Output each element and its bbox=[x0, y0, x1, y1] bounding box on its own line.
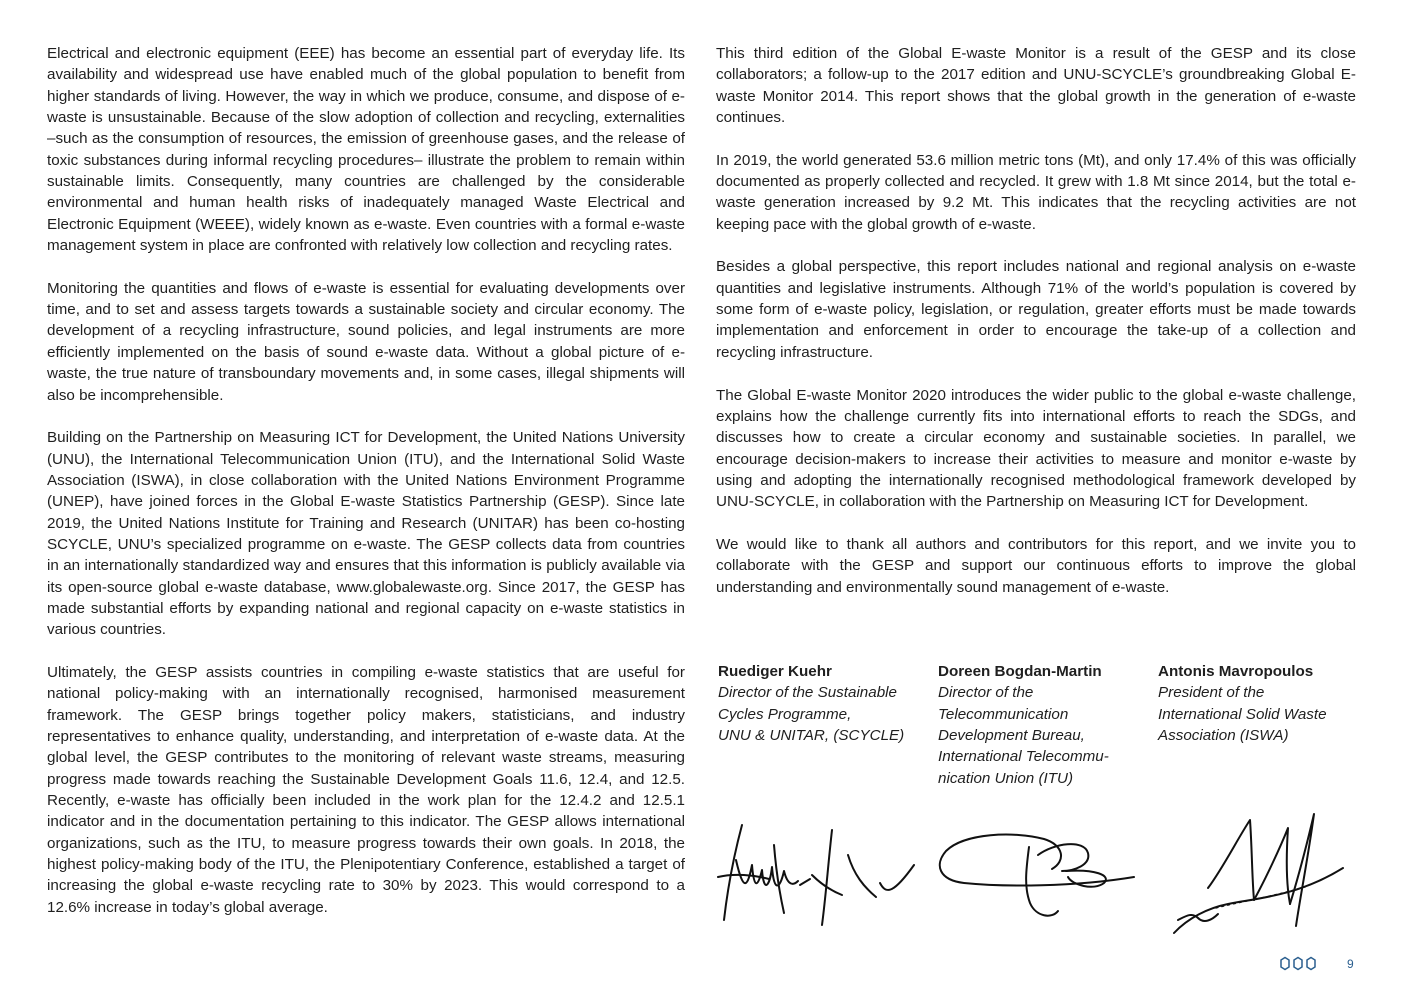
right-text-column bbox=[716, 43, 1356, 619]
paragraph: In 2019, the world generated 53.6 million metric tons (Mt), and only 17.4% of this was officially documented as properly collected and recycled. It grew with 1.8 Mt since 2014, but the total e-waste generation increased by 9.2 Mt. This indicates that the recycling activities are not keeping pace with the global growth of e-waste. bbox=[716, 151, 1356, 233]
signatory-role: Director of the Sustainable Cycles Programme, UNU & UNITAR, (SCYCLE) bbox=[718, 684, 905, 745]
signatory-bogdan-martin bbox=[938, 661, 1138, 789]
signature-bogdan-martin-image bbox=[934, 825, 1144, 925]
left-text-column bbox=[47, 43, 685, 939]
signatory-name: Ruediger Kuehr bbox=[718, 663, 832, 680]
paragraph: This third edition of the Global E-waste Monitor is a result of the GESP and its close collaborators; a follow-up to the 2017 edition and UNU-SCYCLE’s groundbreaking Global E-waste Monitor 2014. This report shows that the global growth in the generation of e-waste continues. bbox=[716, 45, 1356, 127]
paragraph: Monitoring the quantities and flows of e-waste is essential for evaluating developments over time, and to set and assess targets towards a sustainable society and circular economy. The development of a recycling infrastructure, sound policies, and legal instruments are more efficiently implemented on the basis of sound e-waste data. Without a global picture of e-waste, the true nature of transboundary movements and, in some cases, illegal shipments will also be incomprehensible. bbox=[47, 279, 685, 404]
signatory-kuehr bbox=[718, 661, 923, 746]
signatory-role: Director of the Telecommunication Development Bureau, International Telecommu- nication Union (ITU) bbox=[938, 684, 1109, 787]
page-number: 9 bbox=[1347, 957, 1354, 971]
signatory-role: President of the International Solid Waste Association (ISWA) bbox=[1158, 684, 1327, 745]
paragraph: Ultimately, the GESP assists countries in compiling e-waste statistics that are useful for national policy-making with an internationally recognised, harmonised measurement framework. The GESP brings together policy makers, statisticians, and industry representatives to enhance quality, understanding, and interpretation of e-waste data. At the global level, the GESP contributes to the monitoring of relevant waste streams, measuring progress made towards reaching the Sustainable Development Goals 11.6, 12.4, and 12.5. Recently, e-waste has officially been included in the work plan for the 12.4.2 and 12.5.1 indicator and in the documentation pertaining to this indicator. The GESP allows international organizations, such as the ITU, to measure progress towards their own goals. In 2018, the highest policy-making body of the ITU, the Plenipotentiary Conference, established a target of increasing the global e-waste recycling rate to 30% by 2023. This would correspond to a 12.6% increase in today’s global average. bbox=[47, 663, 685, 916]
signatory-mavropoulos bbox=[1158, 661, 1358, 746]
paragraph: Besides a global perspective, this report includes national and regional analysis on e-waste quantities and legislative instruments. Although 71% of the world’s population is covered by some form of e-waste policy, legislation, or regulation, greater efforts must be made towards implementation and enforcement in order to encourage the take-up of a collection and recycling infrastructure. bbox=[716, 258, 1356, 361]
signatory-name: Doreen Bogdan-Martin bbox=[938, 663, 1102, 680]
signature-mavropoulos-image bbox=[1168, 808, 1348, 938]
signature-kuehr-image bbox=[714, 815, 924, 930]
paragraph: The Global E-waste Monitor 2020 introduces the wider public to the global e-waste challenge, explains how the challenge currently fits into international efforts to reach the SDGs, and discusses how to create a circular economy and sustainable societies. In parallel, we encourage decision-makers to increase their activities to measure and monitor e-waste by using and adopting the internationally recognised methodological framework developed by UNU-SCYCLE, in collaboration with the Partnership on Measuring ICT for Development. bbox=[716, 386, 1356, 511]
paragraph: Electrical and electronic equipment (EEE) has become an essential part of everyday life. Its availability and widespread use have enabled much of the global population to benefit from higher standards of living. However, the way in which we produce, consume, and dispose of e-waste is unsustainable. Because of the slow adoption of collection and recycling, externalities –such as the consumption of resources, the emission of greenhouse gases, and the release of toxic substances during informal recycling procedures– illustrate the problem to remain within sustainable limits. Consequently, many countries are challenged by the considerable environmental and human health risks of inadequately managed Waste Electrical and Electronic Equipment (WEEE), widely known as e-waste. Even countries with a formal e-waste management system in place are confronted with relatively low collection and recycling rates. bbox=[47, 45, 685, 255]
paragraph: We would like to thank all authors and contributors for this report, and we invite you to collaborate with the GESP and support our continuous efforts to improve the global understanding and environmentally sound management of e-waste. bbox=[716, 535, 1356, 596]
paragraph: Building on the Partnership on Measuring ICT for Development, the United Nations University (UNU), the International Telecommunication Union (ITU), and the International Solid Waste Association (ISWA), in close collaboration with the United Nations Environment Programme (UNEP), have joined forces in the Global E-waste Statistics Partnership (GESP). Since late 2019, the United Nations Institute for Training and Research (UNITAR) has been co-hosting SCYCLE, UNU’s specialized programme on e-waste. The GESP collects data from countries in an internationally standardized way and ensures that this information is publicly available via its open-source global e-waste database, www.globalewaste.org. Since 2017, the GESP has made substantial efforts by expanding national and regional capacity on e-waste statistics in various countries. bbox=[47, 429, 685, 639]
signatory-name: Antonis Mavropoulos bbox=[1158, 663, 1314, 680]
hexagon-cluster-icon bbox=[1278, 956, 1320, 977]
